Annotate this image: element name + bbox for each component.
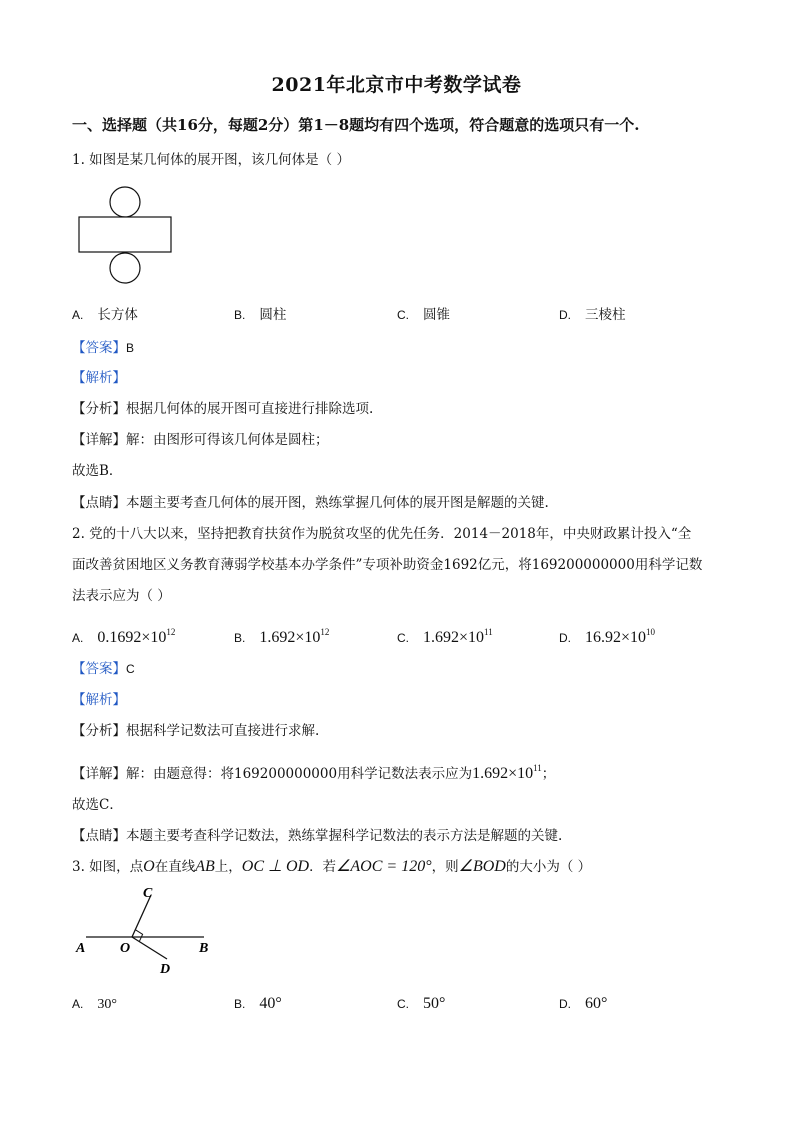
q1-option-b[interactable]: B. 圆柱 — [234, 307, 287, 323]
q3-label-a: A — [76, 941, 86, 956]
q2-stem-line2: 面改善贫困地区义务教育薄弱学校基本办学条件”专项补助资金1692亿元，将169200000000用科学记数 — [72, 557, 703, 573]
q2-stem-line1: 2. 党的十八大以来，坚持把教育扶贫作为脱贫攻坚的优先任务．2014－2018年，中央财政累计投入“全 — [72, 526, 692, 542]
q2-stem-line3: 法表示应为（ ） — [72, 588, 171, 604]
q3-label-o: O — [120, 941, 131, 956]
q2-xiangjie: 【详解】解：由题意得：将169200000000用科学记数法表示应为$1.692\times 10^{11}$； — [72, 763, 556, 782]
q3-option-d[interactable]: D. 60° — [559, 995, 608, 1012]
q1-conclusion: 故选B． — [72, 463, 123, 479]
q1-analysis-tag: 【解析】 — [72, 370, 126, 386]
q1-option-d[interactable]: D. 三棱柱 — [559, 307, 626, 323]
q3-angle-figure — [72, 884, 222, 976]
q1-rectangle — [79, 217, 171, 252]
q3-stem: 3. 如图，点O在直线AB上，OC ⊥ OD．若∠AOC = 120°，则∠BOD的大小为（ ） — [72, 858, 592, 875]
q1-stem: 1. 如图是某几何体的展开图，该几何体是（ ） — [72, 152, 350, 168]
q2-answer: 【答案】C — [72, 661, 135, 677]
q1-xiangjie: 【详解】解：由图形可得该几何体是圆柱； — [72, 432, 329, 448]
q1-answer: 【答案】B — [72, 340, 135, 356]
q1-fenxi: 【分析】根据几何体的展开图可直接进行排除选项. — [72, 401, 374, 417]
q2-option-c[interactable]: C. $1.692\times 10^{11}$ — [397, 627, 493, 646]
q2-analysis-tag: 【解析】 — [72, 692, 126, 708]
q1-option-c[interactable]: C. 圆锥 — [397, 307, 450, 323]
q3-label-d: D — [160, 962, 171, 976]
q1-top-circle — [110, 187, 140, 217]
q2-option-d[interactable]: D. $16.92\times 10^{10}$ — [559, 627, 656, 646]
section-heading: 一、选择题（共16分，每题2分）第1－8题均有四个选项，符合题意的选项只有一个. — [72, 116, 640, 134]
q1-dianjing: 【点睛】本题主要考查几何体的展开图，熟练掌握几何体的展开图是解题的关键. — [72, 495, 549, 511]
q3-option-b[interactable]: B. 40° — [234, 995, 282, 1012]
q1-net-figure — [76, 183, 176, 288]
q3-ray-od — [132, 937, 167, 959]
q2-fenxi: 【分析】根据科学记数法可直接进行求解. — [72, 723, 320, 739]
q2-dianjing: 【点睛】本题主要考查科学记数法，熟练掌握科学记数法的表示方法是解题的关键. — [72, 828, 563, 844]
q1-bottom-circle — [110, 253, 140, 283]
page-title: 2021年北京市中考数学试卷 — [271, 74, 522, 96]
q3-label-b: B — [199, 941, 209, 956]
q3-option-a[interactable]: A. 30° — [72, 997, 117, 1012]
q3-option-c[interactable]: C. 50° — [397, 995, 446, 1012]
q3-ray-oc — [132, 895, 151, 937]
q2-option-b[interactable]: B. $1.692\times 10^{12}$ — [234, 627, 330, 646]
q3-label-c: C — [143, 886, 153, 901]
q2-option-a[interactable]: A. $0.1692\times 10^{12}$ — [72, 627, 176, 646]
q1-option-a[interactable]: A. 长方体 — [72, 307, 138, 323]
q2-conclusion: 故选C． — [72, 797, 123, 813]
